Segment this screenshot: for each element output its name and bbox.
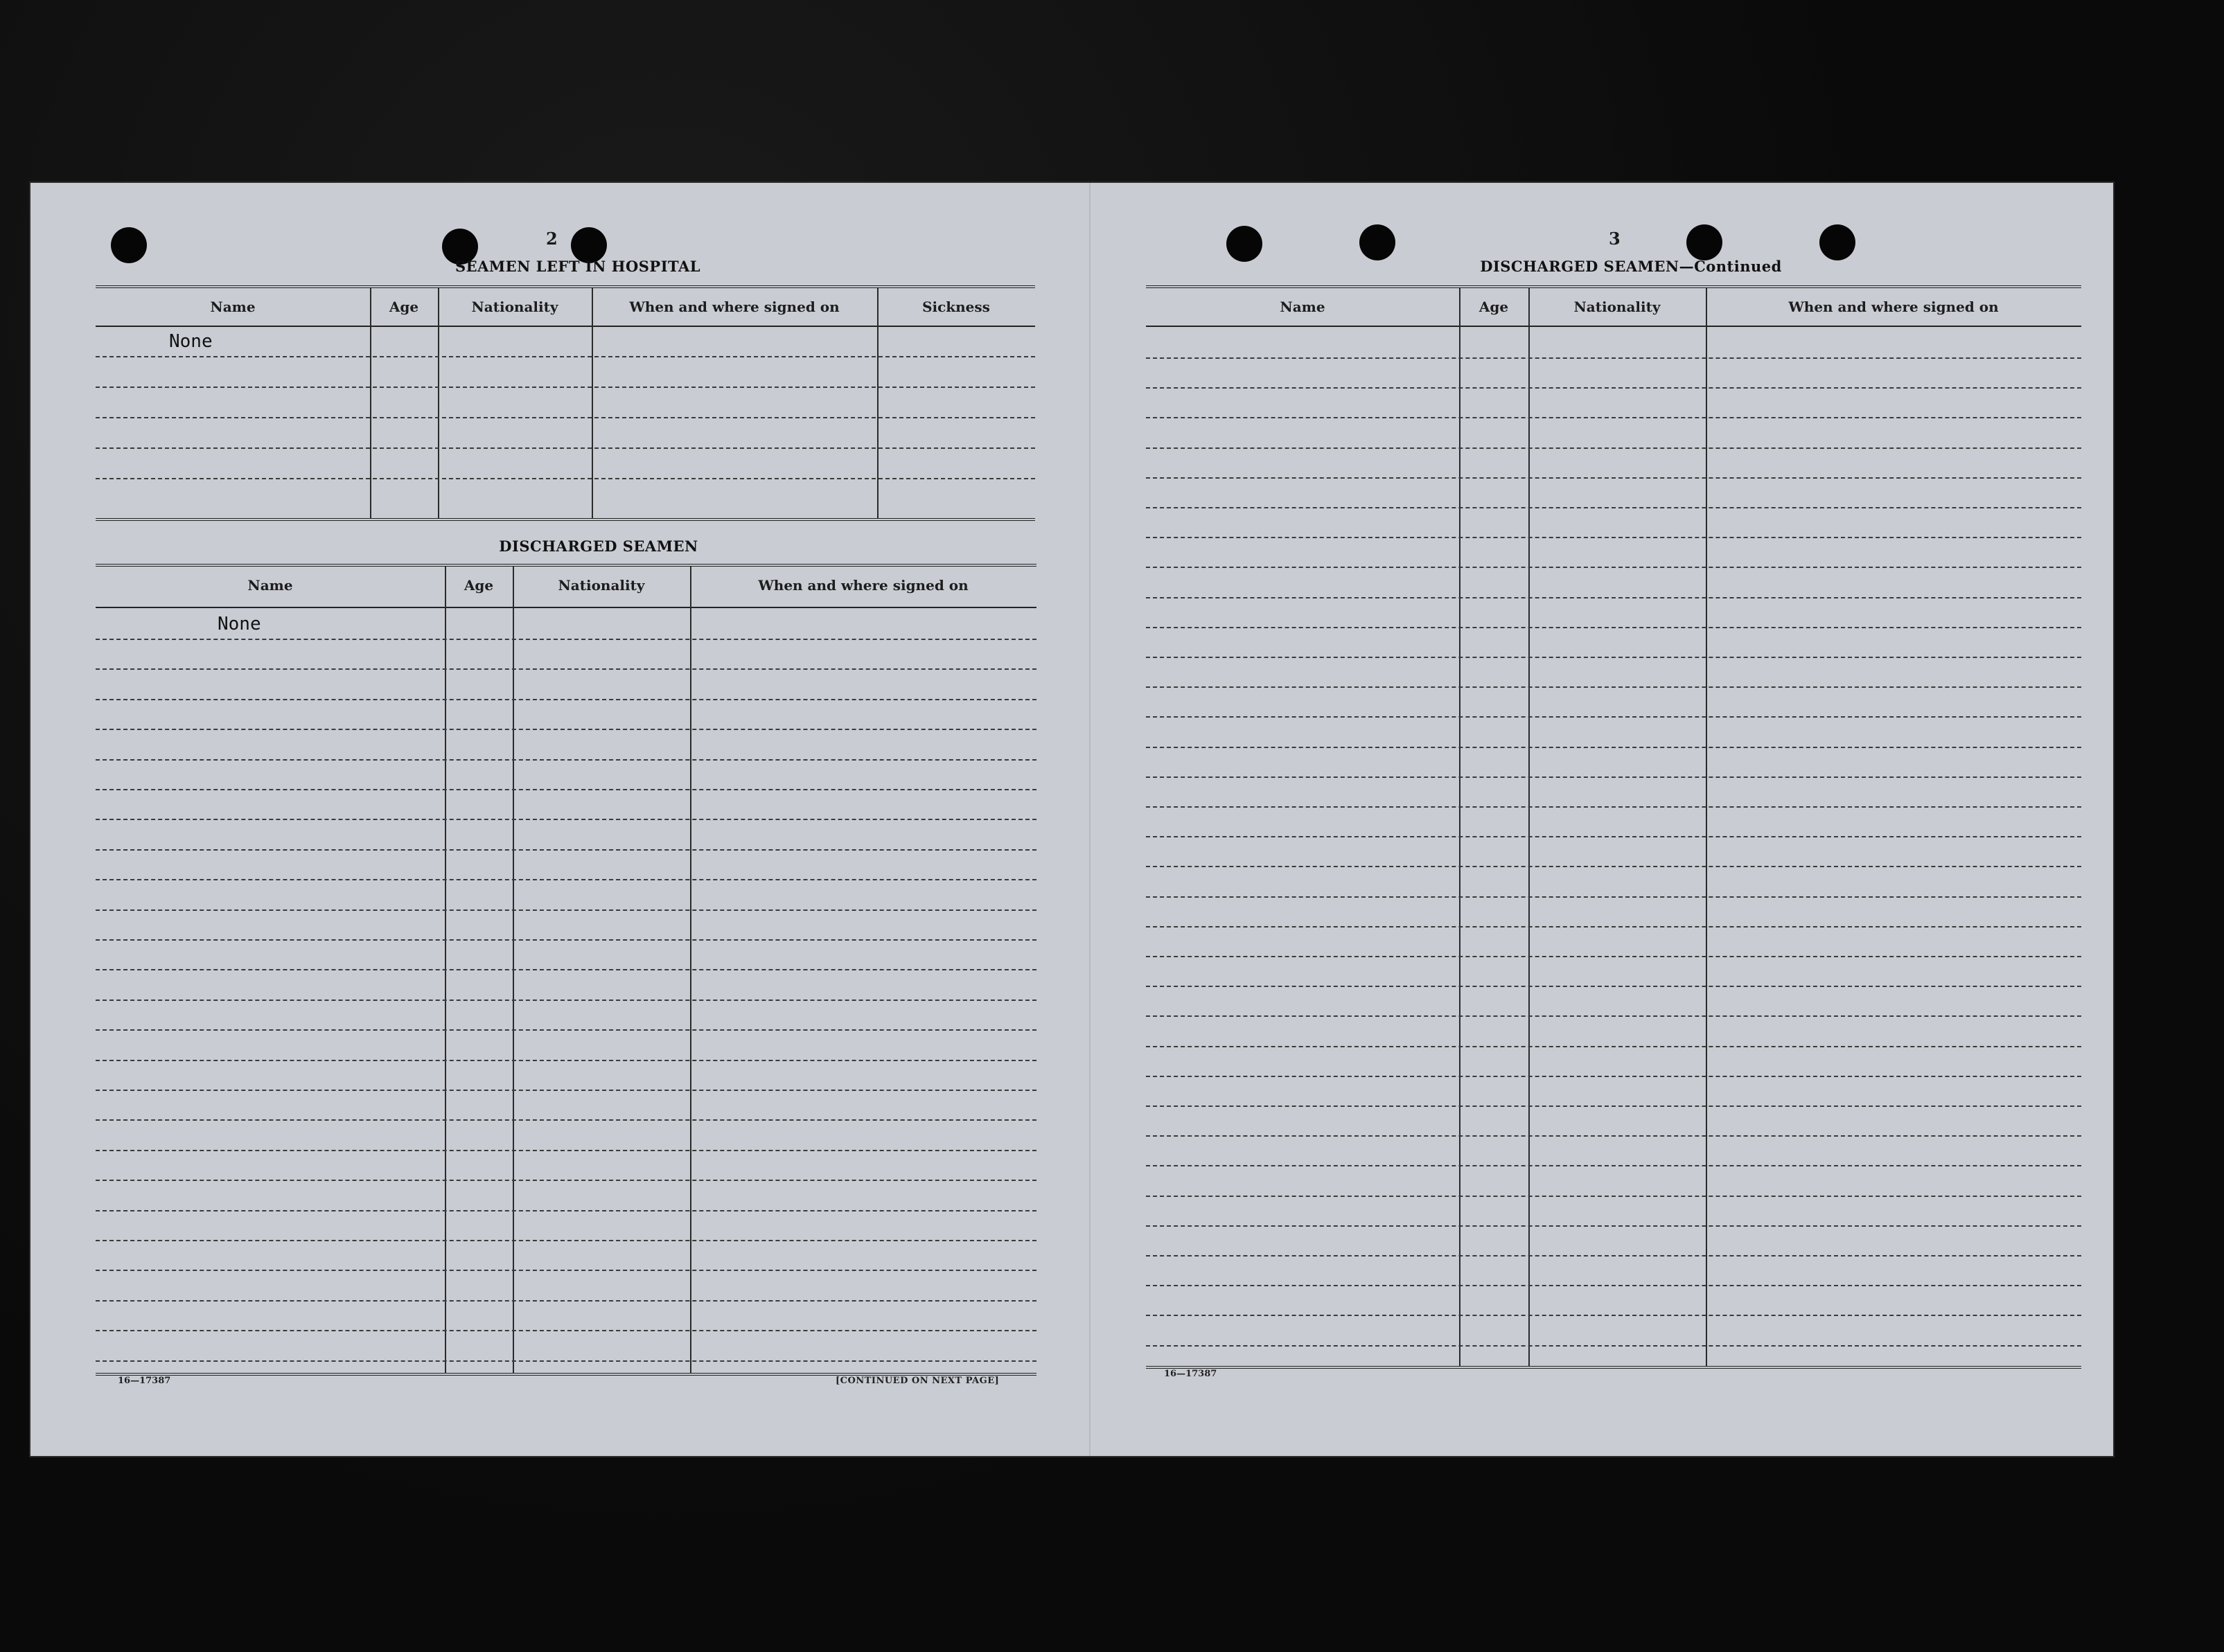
column-header: Nationality xyxy=(558,577,645,594)
column-header: When and where signed on xyxy=(758,577,969,594)
row-line xyxy=(1146,1165,2081,1166)
row-line xyxy=(96,699,1036,700)
row-line xyxy=(96,1180,1036,1181)
row-line xyxy=(1146,537,2081,538)
column-header: Age xyxy=(389,299,419,315)
row-line xyxy=(96,1270,1036,1271)
row-line xyxy=(1146,1135,2081,1137)
row-line xyxy=(96,387,1035,388)
page-fold xyxy=(1089,183,1091,1456)
hospital-entry-none: None xyxy=(169,331,213,352)
row-line xyxy=(96,447,1035,449)
page-number-left: 2 xyxy=(546,229,558,249)
row-line xyxy=(96,1210,1036,1211)
row-line xyxy=(1146,447,2081,449)
row-line xyxy=(1146,716,2081,718)
row-line xyxy=(1146,1196,2081,1197)
column-header: When and where signed on xyxy=(629,299,840,315)
row-line xyxy=(96,759,1036,761)
discharged-entry-none: None xyxy=(218,614,261,634)
column-header: Nationality xyxy=(471,299,558,315)
row-line xyxy=(1146,1255,2081,1256)
discharged-continued-title: DISCHARGED SEAMEN—Continued xyxy=(1480,258,1782,275)
row-line xyxy=(1146,477,2081,479)
hospital-table xyxy=(96,285,1035,521)
column-header: Name xyxy=(210,299,256,315)
punch-hole xyxy=(1686,224,1722,260)
row-line xyxy=(1146,806,2081,808)
row-line xyxy=(1146,1285,2081,1286)
column-divider xyxy=(592,288,593,518)
row-line xyxy=(1146,986,2081,987)
row-line xyxy=(96,969,1036,970)
row-line xyxy=(96,879,1036,880)
row-line xyxy=(1146,866,2081,867)
row-line xyxy=(96,356,1035,357)
page-number-right: 3 xyxy=(1609,229,1621,249)
column-divider xyxy=(1706,288,1707,1366)
row-line xyxy=(96,1090,1036,1091)
row-line xyxy=(96,849,1036,851)
row-line xyxy=(1146,657,2081,658)
row-line xyxy=(96,1000,1036,1001)
row-line xyxy=(96,729,1036,730)
row-line xyxy=(1146,1345,2081,1347)
row-line xyxy=(1146,597,2081,598)
column-divider xyxy=(438,288,439,518)
row-line xyxy=(96,639,1036,640)
form-sheet xyxy=(30,183,2113,1456)
column-header: Name xyxy=(1280,299,1325,315)
row-line xyxy=(96,909,1036,911)
row-line xyxy=(1146,1225,2081,1227)
punch-hole xyxy=(1819,224,1855,260)
row-line xyxy=(1146,956,2081,957)
row-line xyxy=(96,819,1036,820)
row-line xyxy=(1146,1315,2081,1316)
row-line xyxy=(96,1060,1036,1061)
row-line xyxy=(1146,747,2081,748)
row-line xyxy=(96,1029,1036,1031)
hospital-section-title: SEAMEN LEFT IN HOSPITAL xyxy=(454,258,701,275)
table-header xyxy=(1146,288,2081,327)
column-header: Age xyxy=(1479,299,1509,315)
column-divider xyxy=(370,288,371,518)
column-divider xyxy=(877,288,879,518)
row-line xyxy=(1146,896,2081,898)
row-line xyxy=(96,417,1035,418)
row-line xyxy=(1146,1046,2081,1047)
row-line xyxy=(1146,627,2081,628)
row-line xyxy=(1146,836,2081,837)
row-line xyxy=(1146,357,2081,359)
punch-hole xyxy=(1359,224,1395,260)
row-line xyxy=(1146,686,2081,688)
form-number-left: 16—17387 xyxy=(118,1376,171,1386)
row-line xyxy=(96,1119,1036,1121)
row-line xyxy=(96,939,1036,941)
row-line xyxy=(1146,387,2081,389)
row-line xyxy=(1146,776,2081,778)
column-header: Age xyxy=(464,577,494,594)
row-line xyxy=(96,1330,1036,1331)
row-line xyxy=(1146,1105,2081,1107)
column-divider xyxy=(1528,288,1530,1366)
table-header xyxy=(96,288,1035,327)
punch-hole xyxy=(1226,226,1262,262)
row-line xyxy=(1146,567,2081,568)
row-line xyxy=(1146,417,2081,418)
discharged-table xyxy=(96,564,1036,1376)
row-line xyxy=(96,1300,1036,1302)
discharged-continued-table xyxy=(1146,285,2081,1369)
continued-note: [CONTINUED ON NEXT PAGE] xyxy=(836,1376,1000,1386)
punch-hole xyxy=(111,227,147,263)
row-line xyxy=(96,668,1036,670)
row-line xyxy=(1146,507,2081,508)
column-header: Sickness xyxy=(922,299,990,315)
row-line xyxy=(96,1240,1036,1241)
column-divider xyxy=(1459,288,1460,1366)
row-line xyxy=(1146,926,2081,927)
row-line xyxy=(1146,1015,2081,1017)
row-line xyxy=(96,789,1036,790)
row-line xyxy=(1146,1076,2081,1077)
form-number-right: 16—17387 xyxy=(1164,1369,1217,1379)
discharged-section-title: DISCHARGED SEAMEN xyxy=(499,538,698,555)
column-header: Name xyxy=(247,577,293,594)
table-header xyxy=(96,567,1036,608)
row-line xyxy=(96,1360,1036,1362)
column-header: When and where signed on xyxy=(1788,299,1999,315)
column-header: Nationality xyxy=(1573,299,1661,315)
row-line xyxy=(96,1150,1036,1151)
row-line xyxy=(96,478,1035,479)
